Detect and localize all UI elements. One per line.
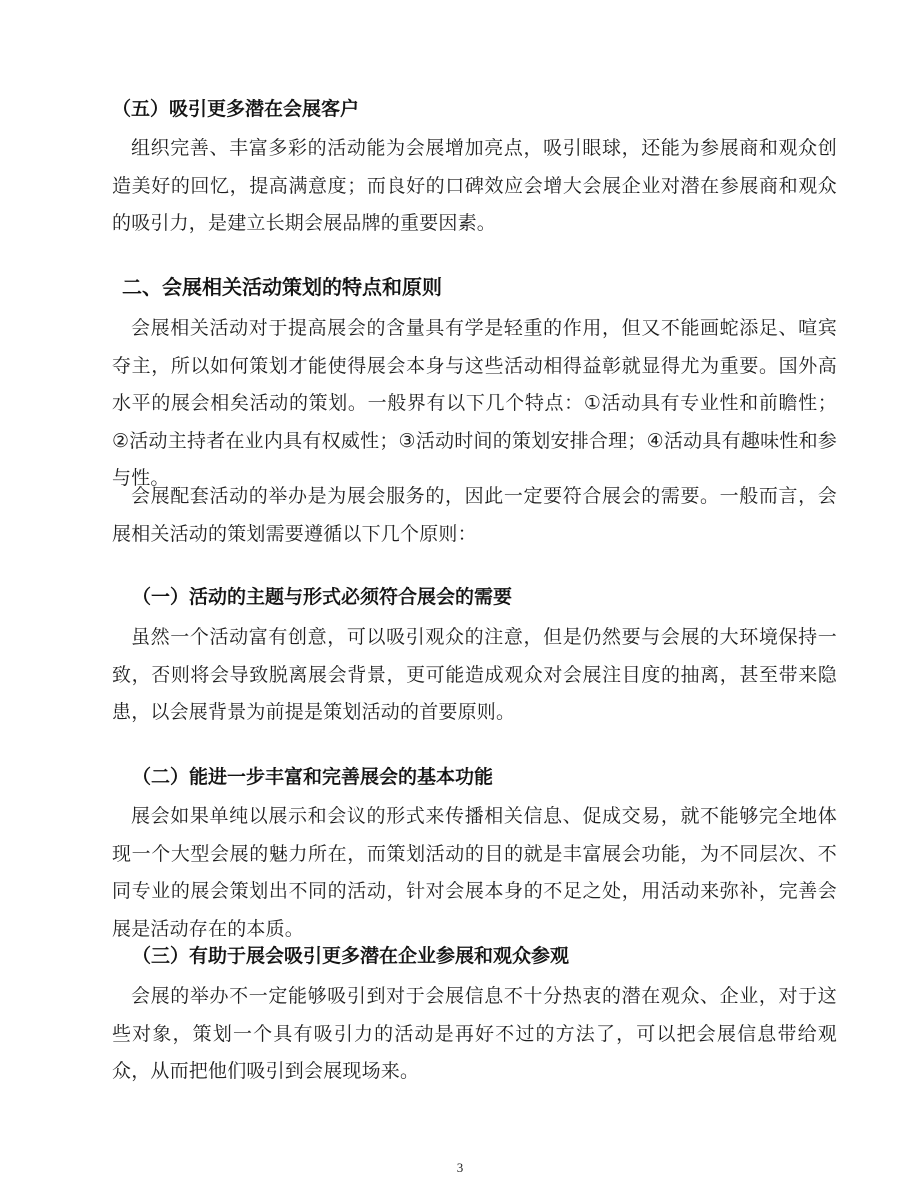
main-heading: 二、会展相关活动策划的特点和原则 [122,275,442,299]
principle-3-heading: （三）有助于展会吸引更多潜在企业参展和观众参观 [132,945,570,967]
principle-2-heading: （二）能进一步丰富和完善展会的基本功能 [132,766,494,788]
section-heading-5: （五）吸引更多潜在会展客户 [112,98,360,120]
main-paragraph-1: 会展相关活动对于提高展会的含量具有学是轻重的作用，但又不能画蛇添足、喧宾夺主，所以如何策划才能使得展会本身与这些活动相得益彰就显得尤为重要。国外高水平的展会相矣活动的策划。一般界有以下几个特点：①活动具有专业性和前瞻性；②活动主持者在业内具有权威性；③活动时间的策划安排合理；④活动具有趣味性和参与性。 [112,317,837,489]
principle-2-paragraph: 展会如果单纯以展示和会议的形式来传播相关信息、促成交易，就不能够完全地体现一个大型会展的魅力所在，而策划活动的目的就是丰富展会功能，为不同层次、不同专业的展会策划出不同的活动，针对会展本身的不足之处，用活动来弥补，完善会展是活动存在的本质。 [112,805,837,940]
principle-1-paragraph: 虽然一个活动富有创意，可以吸引观众的注意，但是仍然要与会展的大环境保持一致，否则将会导致脱离展会背景，更可能造成观众对会展注目度的抽离，甚至带来隐患，以会展背景为前提是策划活动的首要原则。 [112,626,837,723]
main-paragraph-2: 会展配套活动的举办是为展会服务的，因此一定要符合展会的需要。一般而言，会展相关活动的策划需要遵循以下几个原则： [112,485,837,545]
principle-3-paragraph: 会展的举办不一定能够吸引到对于会展信息不十分热衷的潜在观众、企业，对于这些对象，策划一个具有吸引力的活动是再好不过的方法了，可以把会展信息带给观众，从而把他们吸引到会展现场来。 [112,985,837,1082]
page-number: 3 [456,1160,464,1175]
section-5-paragraph: 组织完善、丰富多彩的活动能为会展增加亮点，吸引眼球，还能为参展商和观众创造美好的回忆，提高满意度；而良好的口碑效应会增大会展企业对潜在参展商和观众的吸引力，是建立长期会展品牌的重要因素。 [112,137,837,234]
principle-1-heading: （一）活动的主题与形式必须符合展会的需要 [132,586,513,608]
